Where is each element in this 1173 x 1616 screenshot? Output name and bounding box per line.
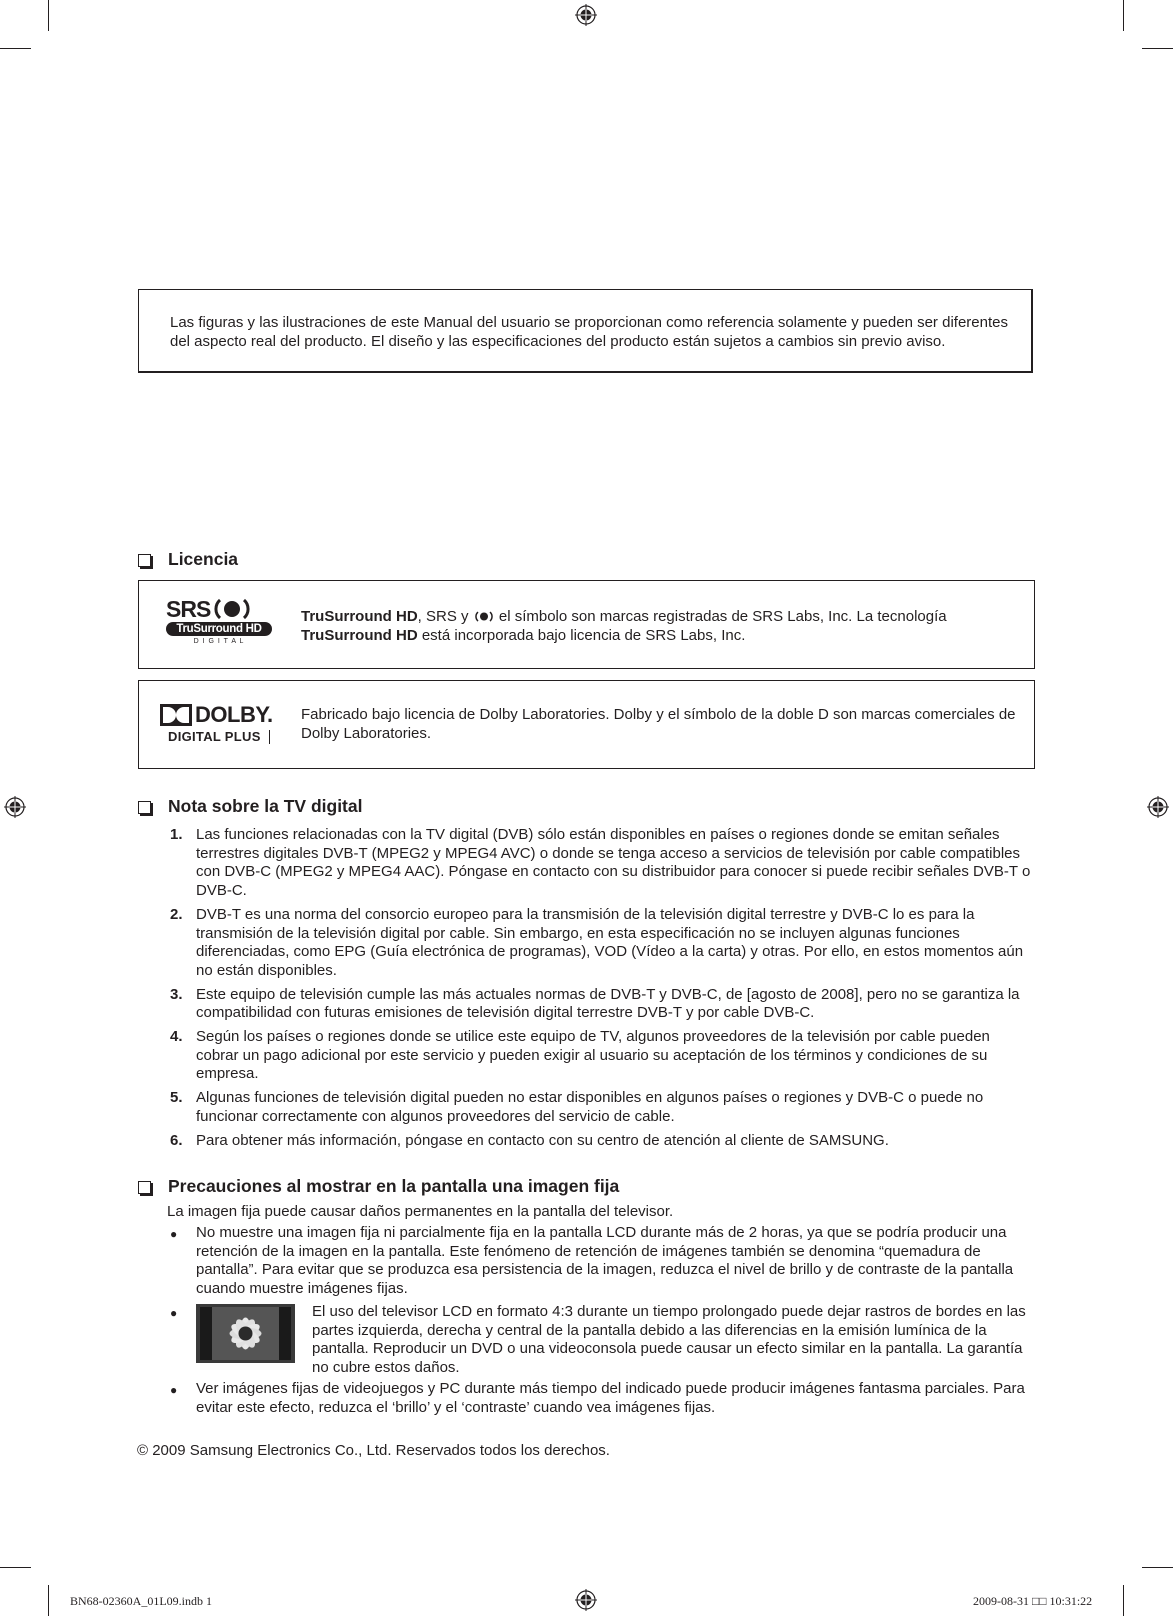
notice-box (138, 289, 1033, 373)
crop-mark (48, 0, 49, 31)
bullet-item: ● Ver imágenes fijas de videojuegos y PC durante más tiempo del indicado puede producir imágenes fantasma parciales. Para evitar este efecto, reduzca el ‘brillo’ y el ‘contraste’ cuando vea imágenes fijas. (170, 1380, 1025, 1416)
srs-circle-icon (212, 598, 252, 620)
srs-license-box (138, 580, 1035, 669)
section-title: Precauciones al mostrar en la pantalla una imagen fija (168, 1176, 620, 1196)
crop-mark (1123, 0, 1124, 31)
copyright-text: © 2009 Samsung Electronics Co., Ltd. Reservados todos los derechos. (137, 1442, 610, 1459)
list-item: 6. Para obtener más información, póngase en contacto con su centro de atención al cliente de SAMSUNG. (170, 1131, 889, 1149)
registration-mark-icon (575, 1589, 597, 1611)
srs-symbol-icon (473, 611, 495, 622)
dolby-license-text: Fabricado bajo licencia de Dolby Laboratories. Dolby y el símbolo de la doble D son marcas comerciales de Dolby Laboratories. (301, 706, 1016, 742)
list-item: 1. Las funciones relacionadas con la TV digital (DVB) sólo están disponibles en países o regiones donde se emitan señales terrestres digitales DVB-T (MPEG2 y MPEG4 AVC) o donde se tenga acceso a servicios de televisión por cable compatibles con DVB-C (MPEG2 y MPEG4 AAC). Póngase en contacto con su distribuidor para conocer si puede recibir señales DVB-T o DVB-C. (170, 826, 1031, 900)
crop-mark (0, 48, 31, 49)
list-item: 4. Según los países o regiones donde se utilice este equipo de TV, algunos proveedores de la televisión por cable pueden cobrar un pago adicional por este servicio y pueden exigir al usuario su aceptación de los términos y condiciones de su empresa. (170, 1028, 990, 1083)
srs-logo: SRS TruSurround HD D I G I T A L (166, 598, 272, 650)
tv-digital-list (168, 826, 1033, 1155)
checkbox-bullet-icon (138, 1181, 151, 1194)
bullet-item: ● No muestre una imagen fija ni parcialmente fija en la pantalla LCD durante más de 2 horas, ya que se podría producir una retención de la imagen en la pantalla. Este fenómeno de retención de imágenes también se denomina “quemadura de pantalla”. Para evitar que se produzca esa persistencia de la imagen, reduzca el nivel de brillo y de contraste de la pantalla cuando muestre imágenes fijas. (170, 1224, 1014, 1298)
dolby-double-d-icon (160, 704, 192, 726)
checkbox-bullet-icon (138, 801, 151, 814)
crop-mark (48, 1585, 49, 1616)
tv-screen-flower-image (196, 1304, 295, 1363)
notice-text: Las figuras y las ilustraciones de este Manual del usuario se proporcionan como referencia solamente y pueden ser diferentes del aspecto real del producto. El diseño y las especificaciones del producto están sujetos a cambios sin previo aviso. (170, 314, 1008, 350)
dolby-bar (269, 730, 270, 744)
registration-mark-icon (1147, 796, 1169, 818)
bullet-icon: ● (170, 1227, 178, 1241)
registration-mark-icon (575, 4, 597, 26)
precauciones-intro: La imagen fija puede causar daños permanentes en la pantalla del televisor. (167, 1203, 674, 1220)
dolby-logo: DOLBY. DIGITAL PLUS (160, 704, 280, 748)
section-heading-precauciones (138, 1176, 619, 1197)
section-heading-licencia (138, 549, 238, 570)
crop-mark (1142, 1567, 1173, 1568)
section-heading-tv-digital (138, 796, 362, 817)
dolby-license-box (138, 680, 1035, 769)
bullet-icon: ● (170, 1306, 178, 1320)
footer-timestamp: 2009-08-31 □□ 10:31:22 (973, 1594, 1093, 1608)
crop-mark (1142, 48, 1173, 49)
crop-mark (1123, 1585, 1124, 1616)
section-title: Licencia (168, 549, 239, 569)
list-item: 2. DVB-T es una norma del consorcio europeo para la transmisión de la televisión digital terrestre y DVB-C lo es para la transmisión de la televisión digital por cable. Sin embargo, en esta especificación no se incluyen algunas funciones diferenciadas, como EPG (Guía electrónica de programas), VOD (Vídeo a la carta) y otras. Por ello, en estos momentos aún no están disponibles. (170, 905, 1024, 979)
checkbox-bullet-icon (138, 554, 151, 567)
bullet-icon: ● (170, 1383, 178, 1397)
crop-mark (0, 1567, 31, 1568)
bullet-item: ● El uso del televisor LCD en formato 4:3 durante un tiempo prolongado puede dejar rastros de bordes en las partes izquierda, derecha y central de la pantalla debido a las diferencias en la emisión lumínica de la pantalla. Reproducir un DVD o una videoconsola puede causar un efecto similar en la pantalla. La garantía no cubre estos daños. (170, 1303, 1026, 1377)
list-item: 3. Este equipo de televisión cumple las más actuales normas de DVB-T y DVB-C, de [agosto de 2008], pero no se garantiza la compatibilidad con futuras emisiones de televisión digital terrestre DVB-T y por cable DVB-C. (170, 985, 1020, 1022)
srs-license-text: TruSurround HD, SRS y el símbolo son marcas registradas de SRS Labs, Inc. La tecnología TruSurround HD está incorporada bajo licencia de SRS Labs, Inc. (301, 608, 947, 644)
footer-file-name: BN68-02360A_01L09.indb 1 (70, 1594, 212, 1608)
list-item: 5. Algunas funciones de televisión digital pueden no estar disponibles en algunos países o regiones y DVB-C o puede no funcionar correctamente con algunos proveedores del servicio de cable. (170, 1089, 984, 1125)
section-title: Nota sobre la TV digital (168, 796, 363, 816)
registration-mark-icon (4, 796, 26, 818)
